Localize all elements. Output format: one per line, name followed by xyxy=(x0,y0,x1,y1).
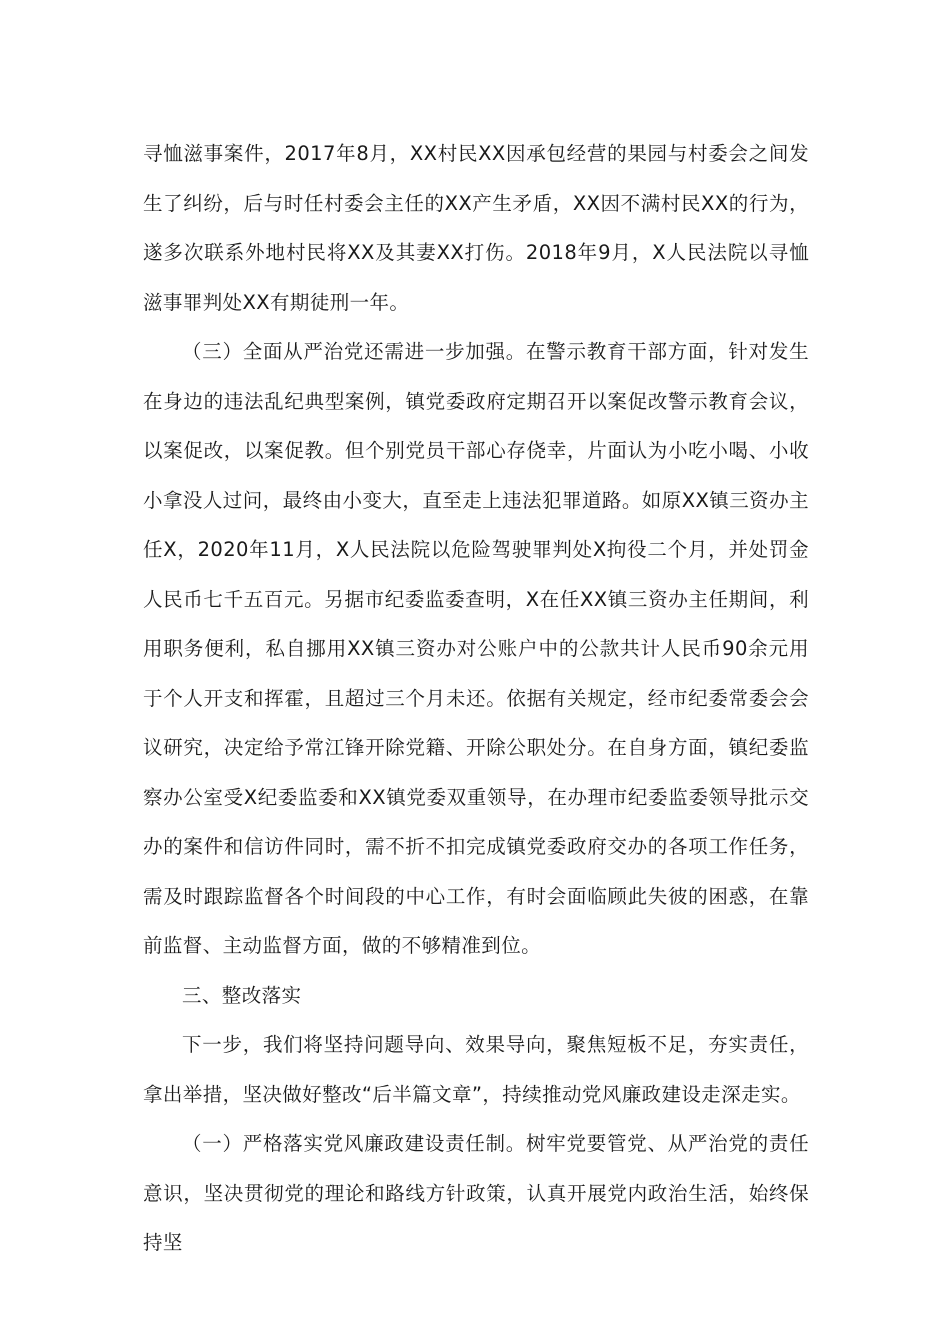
document-body xyxy=(143,129,809,1268)
paragraph-continuation: 寻恤滋事案件，2017年8月，XX村民XX因承包经营的果园与村委会之间发生了纠纷，后与时任村委会主任的XX产生矛盾，XX因不满村民XX的行为，遂多次联系外地村民将XX及其妻XX打伤。2018年9月，X人民法院以寻恤滋事罪判处XX有期徒刑一年。 xyxy=(143,142,809,314)
paragraph-section-three-issue: （三）全面从严治党还需进一步加强。在警示教育干部方面，针对发生在身边的违法乱纪典型案例，镇党委政府定期召开以案促改警示教育会议，以案促改，以案促教。但个别党员干部心存侥幸，片面认为小吃小喝、小收小拿没人过问，最终由小变大，直至走上违法犯罪道路。如原XX镇三资办主任X，2020年11月，X人民法院以危险驾驶罪判处X拘役二个月，并处罚金人民币七千五百元。另据市纪委监委查明，X在任XX镇三资办主任期间，利用职务便利，私自挪用XX镇三资办对公账户中的公款共计人民币90余元用于个人开支和挥霍，且超过三个月未还。依据有关规定，经市纪委常委会会议研究，决定给予常江锋开除党籍、开除公职处分。在自身方面，镇纪委监察办公室受X纪委监委和XX镇党委双重领导，在办理市纪委监委领导批示交办的案件和信访件同时，需不折不扣完成镇党委政府交办的各项工作任务，需及时跟踪监督各个时间段的中心工作，有时会面临顾此失彼的困惑，在靠前监督、主动监督方面，做的不够精准到位。 xyxy=(143,340,809,957)
paragraph-next-steps: 下一步，我们将坚持问题导向、效果导向，聚焦短板不足，夯实责任，拿出举措，坚决做好整改“后半篇文章”，持续推动党风廉政建设走深走实。 xyxy=(143,1033,809,1106)
paragraph-subsection-one: （一）严格落实党风廉政建设责任制。树牢党要管党、从严治党的责任意识，坚决贯彻党的理论和路线方针政策，认真开展党内政治生活，始终保持坚 xyxy=(143,1132,809,1254)
section-heading-rectification: 三、整改落实 xyxy=(182,983,302,1007)
